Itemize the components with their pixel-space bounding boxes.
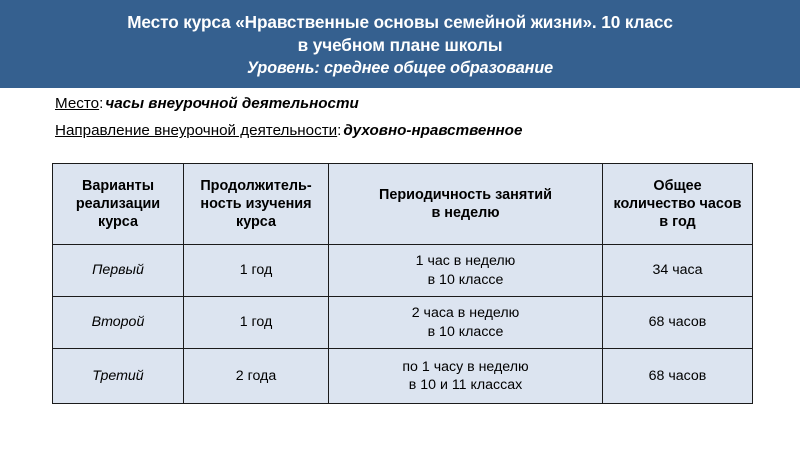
cell-total-hours: 68 часов <box>603 349 753 404</box>
cell-frequency <box>329 297 603 349</box>
meta-colon-place: : <box>99 95 104 112</box>
frequency-line-2: в 10 классе <box>427 323 504 340</box>
variant-label: Первый <box>92 262 144 279</box>
header-line-1: Варианты <box>81 177 155 194</box>
header-line-1: Продолжитель- <box>200 177 312 194</box>
header-line-3: курса <box>236 214 276 231</box>
cell-frequency <box>329 245 603 297</box>
header-line-3: в год <box>659 214 696 231</box>
table-header-variants <box>53 164 184 245</box>
slide-title-line-2: в учебном плане школы <box>297 34 503 55</box>
header-line-3: курса <box>98 214 138 231</box>
header-line-2: количество часов <box>613 195 742 212</box>
slide-title-line-3: Уровень: среднее общее образование <box>246 58 554 77</box>
frequency-line-1: по 1 часу в неделю <box>402 358 529 375</box>
cell-variant <box>53 297 184 349</box>
cell-duration: 1 год <box>184 245 329 297</box>
table-header-frequency <box>329 164 603 245</box>
course-plan-table <box>52 163 753 404</box>
variant-label: Второй <box>91 314 145 331</box>
header-line-2: ность изучения <box>200 195 312 212</box>
meta-block <box>55 96 775 150</box>
table-row <box>53 349 753 404</box>
cell-duration: 2 года <box>184 349 329 404</box>
slide-title-line-1: Место курса «Нравственные основы семейной жизни». 10 класс <box>127 11 673 32</box>
variant-label: Третий <box>92 367 144 384</box>
meta-value-direction: духовно-нравственное <box>343 122 523 140</box>
frequency-line-1: 2 часа в неделю <box>411 305 520 322</box>
meta-label-direction: Направление внеурочной деятельности <box>55 122 338 140</box>
cell-variant <box>53 349 184 404</box>
cell-total-hours: 68 часов <box>603 297 753 349</box>
frequency-line-1: 1 час в неделю <box>415 253 516 270</box>
frequency-line-2: в 10 классе <box>427 271 504 288</box>
header-line-2: реализации <box>75 195 161 212</box>
table-row <box>53 245 753 297</box>
table-header-total-hours <box>603 164 753 245</box>
meta-value-place: часы внеурочной деятельности <box>105 95 359 112</box>
meta-row-direction <box>55 123 775 138</box>
meta-row-place <box>55 96 775 111</box>
table-header-row <box>53 164 753 245</box>
cell-variant <box>53 245 184 297</box>
frequency-line-2: в 10 и 11 классах <box>408 377 523 393</box>
table-row <box>53 297 753 349</box>
header-line-1: Общее <box>653 177 702 194</box>
cell-duration: 1 год <box>184 297 329 349</box>
meta-colon-direction: : <box>337 122 342 140</box>
cell-frequency <box>329 349 603 404</box>
table-header-duration <box>184 164 329 245</box>
slide-title-banner <box>0 0 800 88</box>
cell-total-hours: 34 часа <box>603 245 753 297</box>
header-line-2: в неделю <box>431 205 500 221</box>
header-line-1: Периодичность занятий <box>379 186 552 203</box>
meta-label-place: Место <box>55 95 100 112</box>
